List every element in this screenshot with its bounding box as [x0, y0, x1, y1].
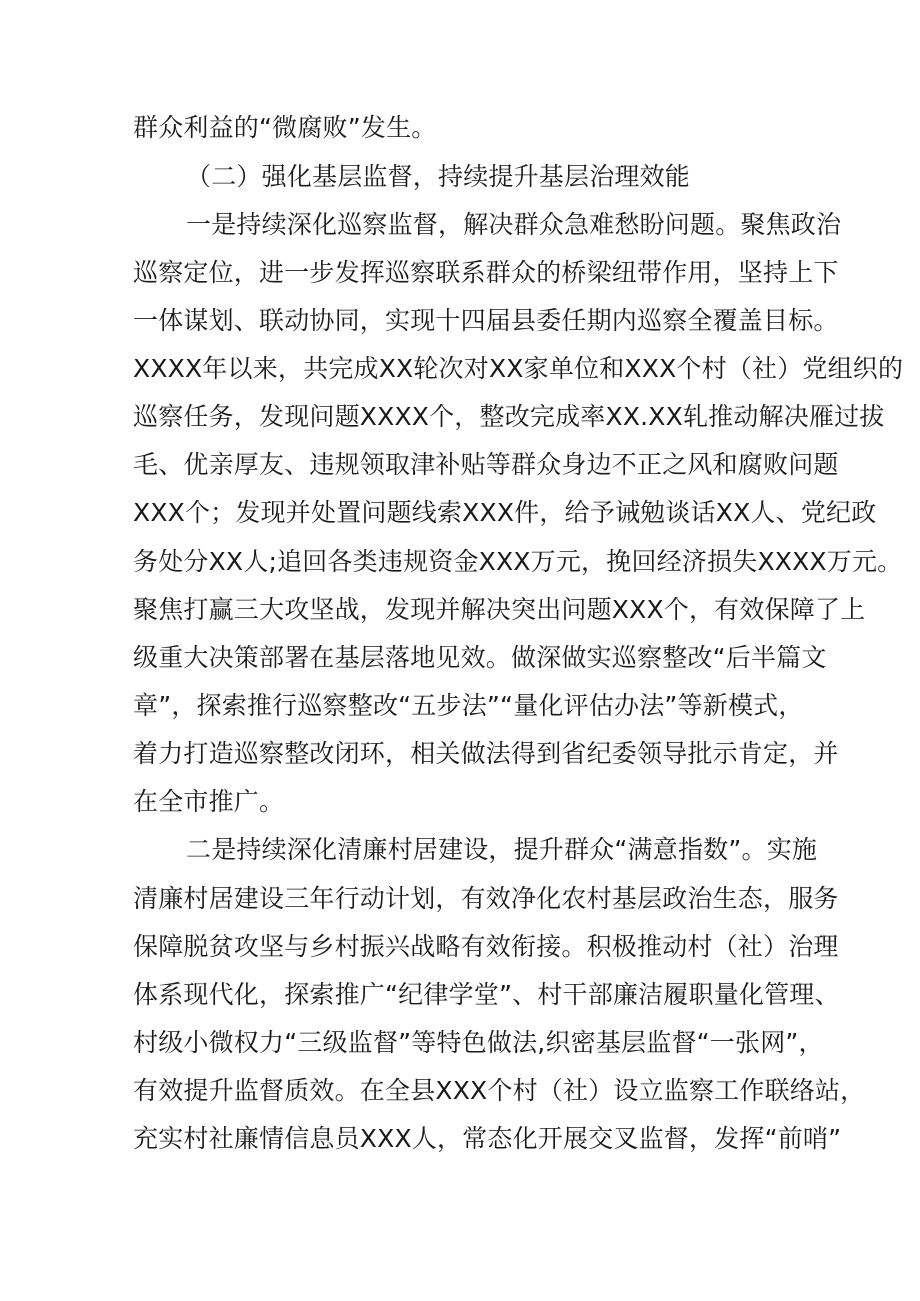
text-line: 清廉村居建设三年行动计划，有效净化农村基层政治生态，服务	[133, 884, 839, 913]
text-line: 巡察定位，进一步发挥巡察联系群众的桥梁纽带作用，坚持上下	[133, 258, 839, 287]
text-line: 一体谋划、联动协同，实现十四届县委任期内巡察全覆盖目标。	[133, 306, 839, 335]
text-line: 毛、优亲厚友、违规领取津补贴等群众身边不正之风和腐败问题	[133, 450, 839, 479]
text-line: XXX个；发现并处置问题线索XXX件，给予诫勉谈话XX人、党纪政	[133, 498, 877, 527]
text-line: 村级小微权力“三级监督”等特色做法,织密基层监督“一张网”，	[133, 1028, 824, 1057]
text-line: 有效提升监督质效。在全县XXX个村（社）设立监察工作联络站，	[133, 1076, 866, 1105]
text-line: 充实村社廉情信息员XXX人，常态化开展交叉监督，发挥“前哨”	[133, 1124, 842, 1153]
text-line: 保障脱贫攻坚与乡村振兴战略有效衔接。积极推动村（社）治理	[133, 932, 839, 961]
text-line: 聚焦打赢三大攻坚战，发现并解决突出问题XXX个，有效保障了上	[133, 595, 866, 624]
section-heading: （二）强化基层监督，持续提升基层治理效能	[186, 162, 691, 191]
text-line: XXXX年以来，共完成XX轮次对XX家单位和XXX个村（社）党组织的	[133, 354, 904, 383]
text-line: 务处分XX人;追回各类违规资金XXX万元，挽回经济损失XXXX万元。	[133, 547, 903, 576]
text-line: 在全市推广。	[133, 787, 285, 816]
text-line: 着力打造巡察整改闭环，相关做法得到省纪委领导批示肯定，并	[133, 739, 839, 768]
text-line: 二是持续深化清廉村居建设，提升群众“满意指数”。实施	[186, 835, 818, 864]
text-line: 章”，探索推行巡察整改“五步法”“量化评估办法”等新模式，	[133, 691, 804, 720]
text-line: 一是持续深化巡察监督，解决群众急难愁盼问题。聚焦政治	[186, 210, 842, 239]
text-line: 群众利益的“微腐败”发生。	[133, 113, 437, 142]
text-line: 体系现代化，探索推广“纪律学堂”、村干部廉洁履职量化管理、	[133, 980, 840, 1009]
text-line: 级重大决策部署在基层落地见效。做深做实巡察整改“后半篇文	[133, 643, 827, 672]
text-line: 巡察任务，发现问题XXXX个，整改完成率XX.XX轧推动解决雁过拔	[133, 402, 885, 431]
